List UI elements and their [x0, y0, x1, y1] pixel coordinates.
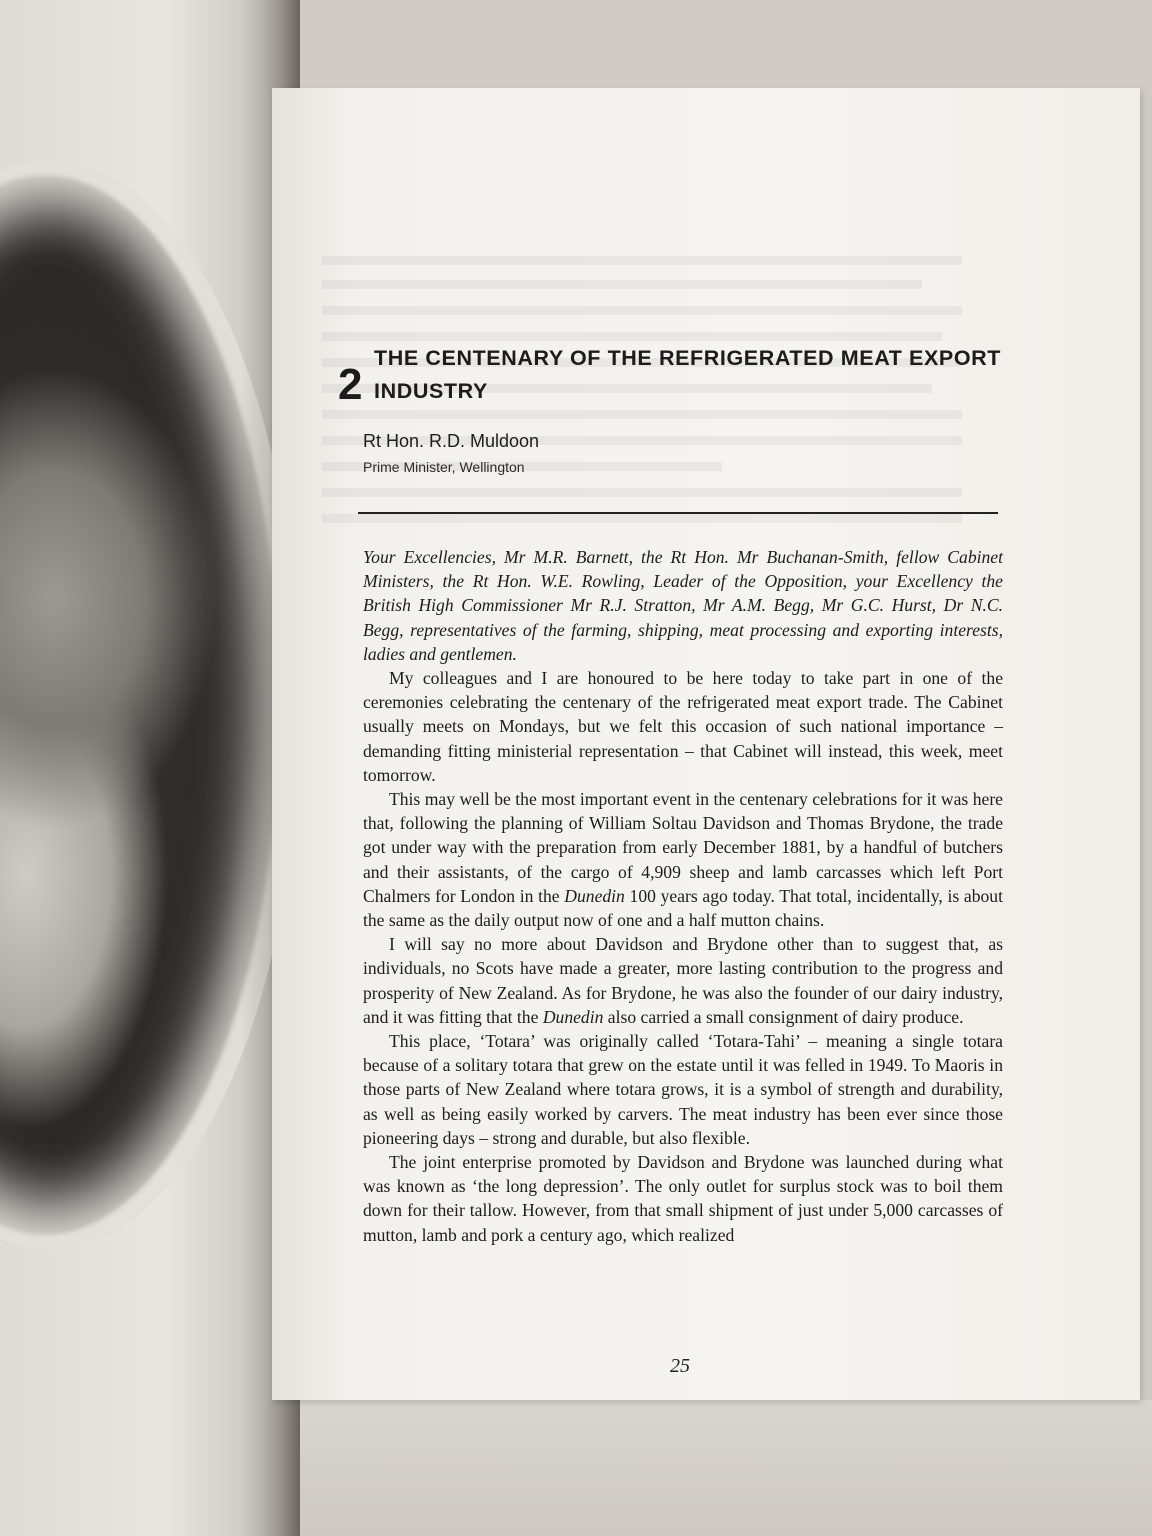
body-paragraph: My colleagues and I are honoured to be here today to take part in one of the ceremonies celebrating the centenary of the refrigerated meat export trade. The Cabinet usually meets on Mondays, but we felt this occasion of such national importance – demanding fitting ministerial representation – that Cabinet will instead, this week, meet tomorrow.: [363, 668, 1003, 785]
paragraph-text: I will say no more about Davidson and Brydone other than to suggest that, as individuals, no Scots have made a greater, more lasting contribution to the progress and prosperity of New Zealand. As for Brydone, he was also the founder of our dairy industry, and it was fitting that the: [363, 934, 1003, 1027]
author-name: Rt Hon. R.D. Muldoon: [363, 431, 540, 451]
chapter-number: 2: [338, 360, 363, 409]
table-surface: [300, 1400, 1152, 1536]
ship-name: Dunedin: [564, 885, 625, 906]
ship-name: Dunedin: [542, 1006, 604, 1027]
paragraph-text: This may well be the most important event in the centenary celebrations for it was here that, following the planning of William Soltau Davidson and Thomas Brydone, the trade got under way with the preparation from early December 1881, by a handful of butchers and their assistants, of the cargo of 4,909 sheep and lamb carcasses which left Port Chalmers for London in the: [363, 789, 1003, 906]
author-affiliation: Prime Minister, Wellington: [363, 459, 525, 475]
paragraph-text: also carried a small consignment of dairy produce.: [603, 1006, 964, 1027]
body-paragraph: [363, 932, 1003, 1029]
paragraph-text: 100 years ago today. That total, incidentally, is about the same as the daily output now of one and a half mutton chains.: [363, 885, 1003, 931]
body-paragraph: The joint enterprise promoted by Davidson and Brydone was launched during what was known as ‘the long depression’. The only outlet for surplus stock was to boil them down for their tallow. However, from that small shipment of just under 5,000 carcasses of mutton, lamb and pork a century ago, which realized: [363, 1152, 1003, 1245]
speech-body: [363, 545, 1003, 1247]
body-paragraph: This place, ‘Totara’ was originally called ‘Totara-Tahi’ – meaning a single totara because of a solitary totara that grew on the estate until it was felled in 1949. To Maoris in those parts of New Zealand where totara grows, it is a symbol of strength and durability, as well as being easily worked by carvers. The meat industry has been ever since those pioneering days – strong and durable, but also flexible.: [363, 1031, 1003, 1148]
body-paragraph: [363, 787, 1003, 932]
chapter-title: THE CENTENARY OF THE REFRIGERATED MEAT EXPORT INDUSTRY: [374, 346, 1002, 403]
page-number: 25: [670, 1355, 690, 1377]
divider-rule: [358, 512, 998, 514]
salutation-paragraph: Your Excellencies, Mr M.R. Barnett, the Rt Hon. Mr Buchanan-Smith, fellow Cabinet Ministers, the Rt Hon. W.E. Rowling, Leader of the Opposition, your Excellency the British High Commissioner Mr R.J. Stratton, Mr A.M. Begg, Mr G.C. Hurst, Dr N.C. Begg, representatives of the farming, shipping, meat processing and exporting interests, ladies and gentlemen.: [363, 547, 1003, 664]
